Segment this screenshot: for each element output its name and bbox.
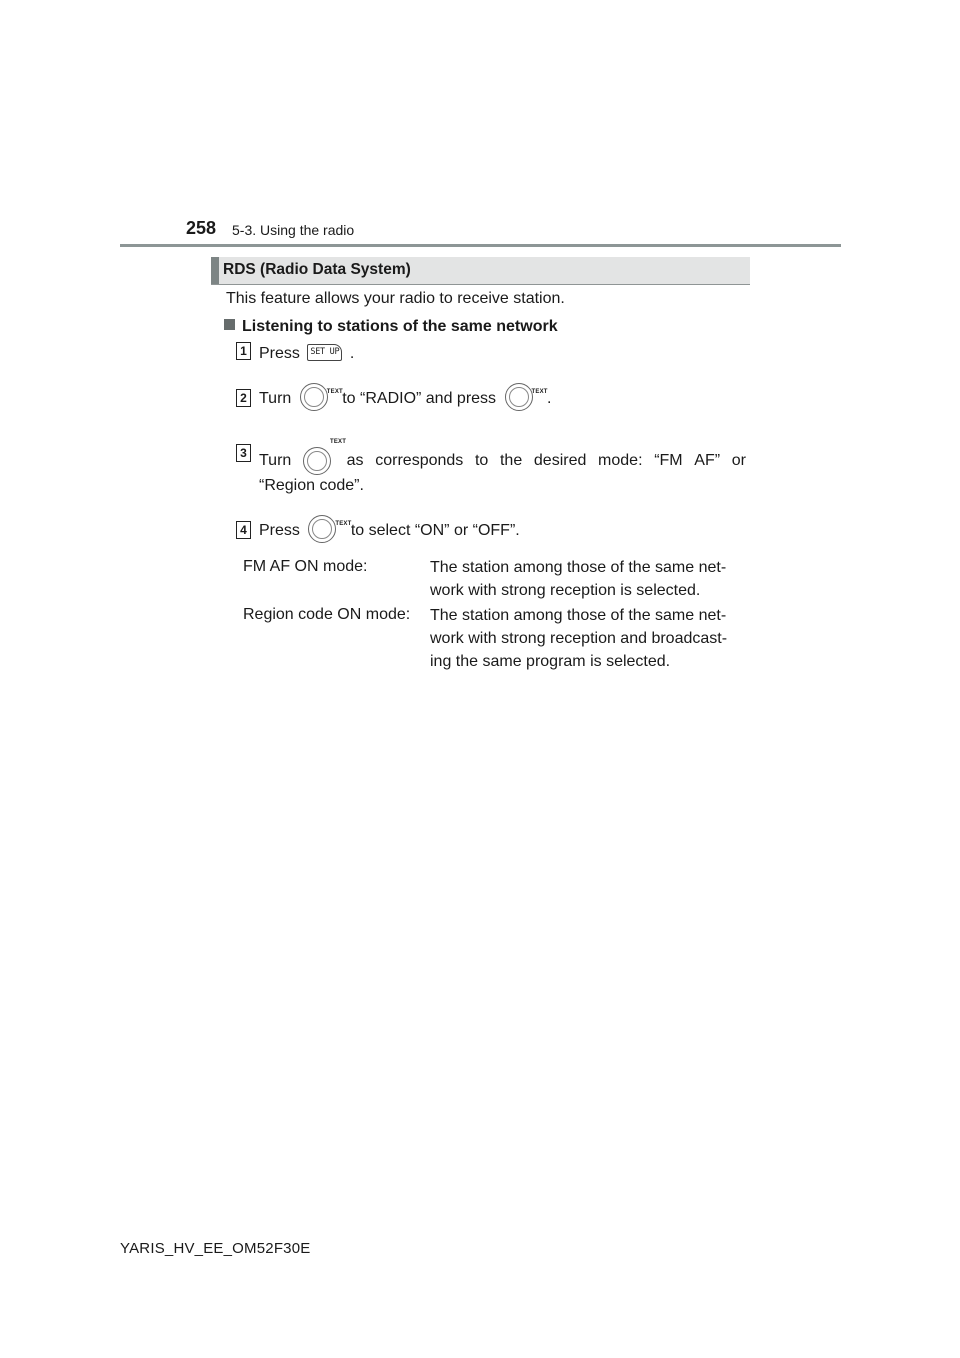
- step-3-word: the: [499, 452, 523, 469]
- knob-text-label: TEXT: [335, 521, 352, 527]
- step-number-2: 2: [236, 389, 251, 407]
- step-4: [259, 513, 520, 548]
- definition-line: work with strong reception is selected.: [430, 582, 701, 599]
- tune-knob-icon: [300, 381, 343, 413]
- definition-term: Region code ON mode:: [243, 606, 411, 623]
- banner-accent-bar: [211, 257, 219, 284]
- definition-line: The station among those of the same net-: [430, 559, 727, 576]
- step-number-3: 3: [236, 444, 251, 462]
- knob-text-label: TEXT: [531, 389, 548, 395]
- tune-knob-icon: [303, 439, 347, 477]
- tune-knob-icon: [308, 513, 352, 545]
- step-1: [259, 344, 354, 363]
- step-3-word: as: [346, 452, 364, 469]
- step-3-word: mode:: [598, 452, 643, 469]
- step-3-word: corresponds: [375, 452, 464, 469]
- step-3-line-1: [259, 439, 746, 477]
- header-divider: [120, 244, 841, 247]
- definition-line: work with strong reception and broadcast-: [430, 630, 728, 647]
- definition-description: [430, 556, 726, 602]
- setup-button-label: SET UP: [310, 347, 340, 357]
- definition-term: FM AF ON mode:: [243, 558, 368, 575]
- bullet-square-icon: [224, 319, 235, 330]
- step-number-4: 4: [236, 521, 251, 539]
- step-1-text-after: .: [349, 345, 355, 362]
- step-3-word: “FM: [654, 452, 683, 469]
- definition-line: The station among those of the same net-: [430, 607, 727, 624]
- section-title: 5-3. Using the radio: [232, 222, 355, 238]
- page-number: 258: [186, 218, 217, 238]
- knob-text-label: TEXT: [326, 389, 343, 395]
- subheading: [224, 318, 558, 336]
- step-2: [259, 381, 551, 416]
- tune-knob-icon: [505, 381, 548, 413]
- step-3-word: AF”: [694, 452, 721, 469]
- definition-line: ing the same program is selected.: [430, 653, 671, 670]
- step-4-text-after: to select “ON” or “OFF”.: [350, 522, 520, 539]
- step-3-word: to: [474, 452, 489, 469]
- step-3-line-2: “Region code”.: [259, 477, 364, 494]
- step-3-word: or: [731, 452, 746, 469]
- definition-description: [430, 604, 727, 673]
- step-number-1: 1: [236, 342, 251, 360]
- knob-text-label: TEXT: [329, 439, 347, 445]
- setup-button-icon: [307, 344, 342, 361]
- banner-title: RDS (Radio Data System): [223, 261, 411, 278]
- subheading-text: Listening to stations of the same network: [242, 318, 558, 335]
- document-code-footer: YARIS_HV_EE_OM52F30E: [120, 1240, 311, 1257]
- step-2-text-after: .: [546, 390, 552, 407]
- section-banner: [211, 257, 750, 285]
- step-4-text-before: Press: [259, 522, 300, 539]
- step-1-text-before: Press: [259, 345, 300, 362]
- step-3-word: Turn: [259, 452, 292, 469]
- intro-text: This feature allows your radio to receive station.: [226, 290, 565, 307]
- step-3-word: desired: [533, 452, 587, 469]
- step-2-text-before: Turn: [259, 390, 292, 407]
- step-2-text-middle: to “RADIO” and press: [342, 390, 497, 407]
